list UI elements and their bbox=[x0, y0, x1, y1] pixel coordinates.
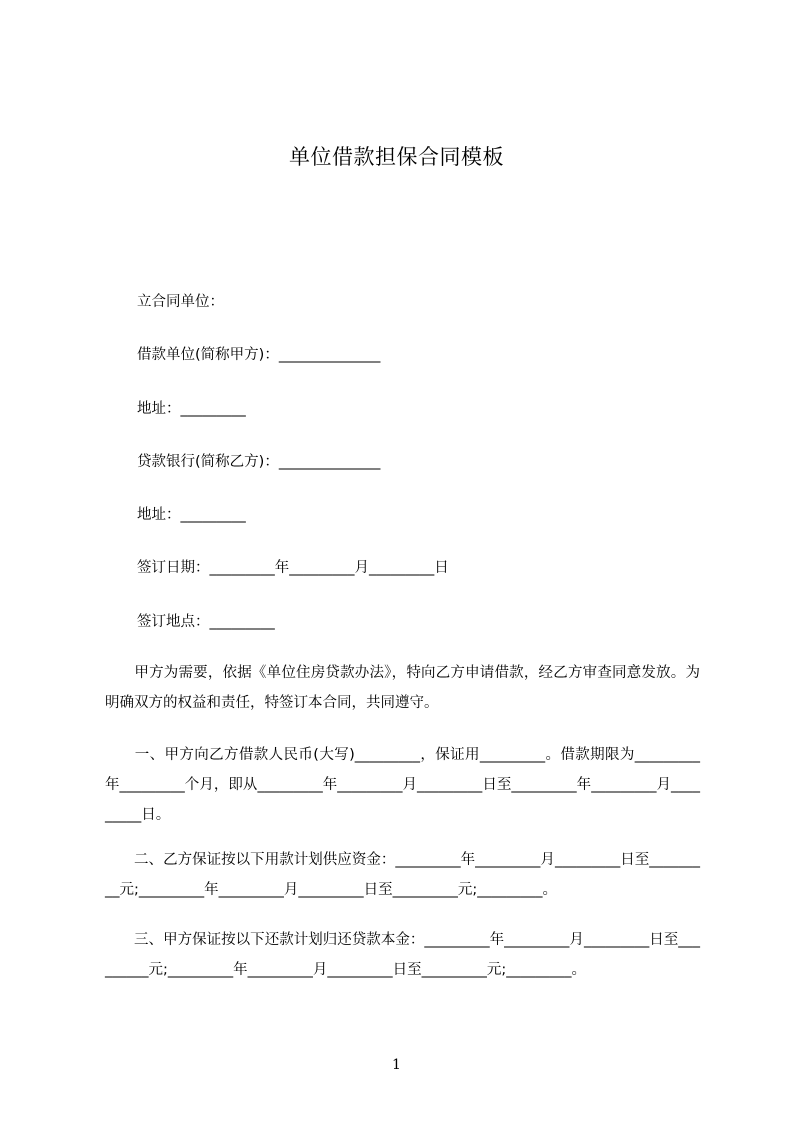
clause-2-paragraph: 二、乙方保证按以下用款计划供应资金：_________年_________月_________日至_________元;_________年_________月_________日至_________元;_________。 bbox=[105, 852, 700, 898]
sign-place-field: 签订地点：_________ bbox=[137, 614, 275, 630]
document-title: 单位借款担保合同模板 bbox=[289, 145, 504, 169]
intro-paragraph: 甲方为需要，依据《单位住房贷款办法》，特向乙方申请借款，经乙方审查同意发放。为明确双方的权益和责任，特签订本合同，共同遵守。 bbox=[105, 665, 700, 711]
borrower-field: 借款单位(简称甲方)：______________ bbox=[137, 347, 381, 363]
page-number: 1 bbox=[392, 1057, 401, 1073]
parties-label: 立合同单位： bbox=[137, 294, 224, 310]
lender-address-field: 地址：_________ bbox=[137, 507, 246, 523]
sign-date-field: 签订日期：_________年_________月_________日 bbox=[137, 560, 449, 576]
lender-field: 贷款银行(简称乙方)：______________ bbox=[137, 454, 381, 470]
borrower-address-field: 地址：_________ bbox=[137, 401, 246, 417]
clause-1-paragraph: 一、甲方向乙方借款人民币(大写)_________，保证用_________。借款期限为_________年_________个月，即从_________年_________月_________日至_________年_________月_________日。 bbox=[105, 747, 700, 823]
clause-3-paragraph: 三、甲方保证按以下还款计划归还贷款本金：_________年_________月_________日至_________元;_________年_________月_________日至_________元;_________。 bbox=[105, 932, 700, 978]
